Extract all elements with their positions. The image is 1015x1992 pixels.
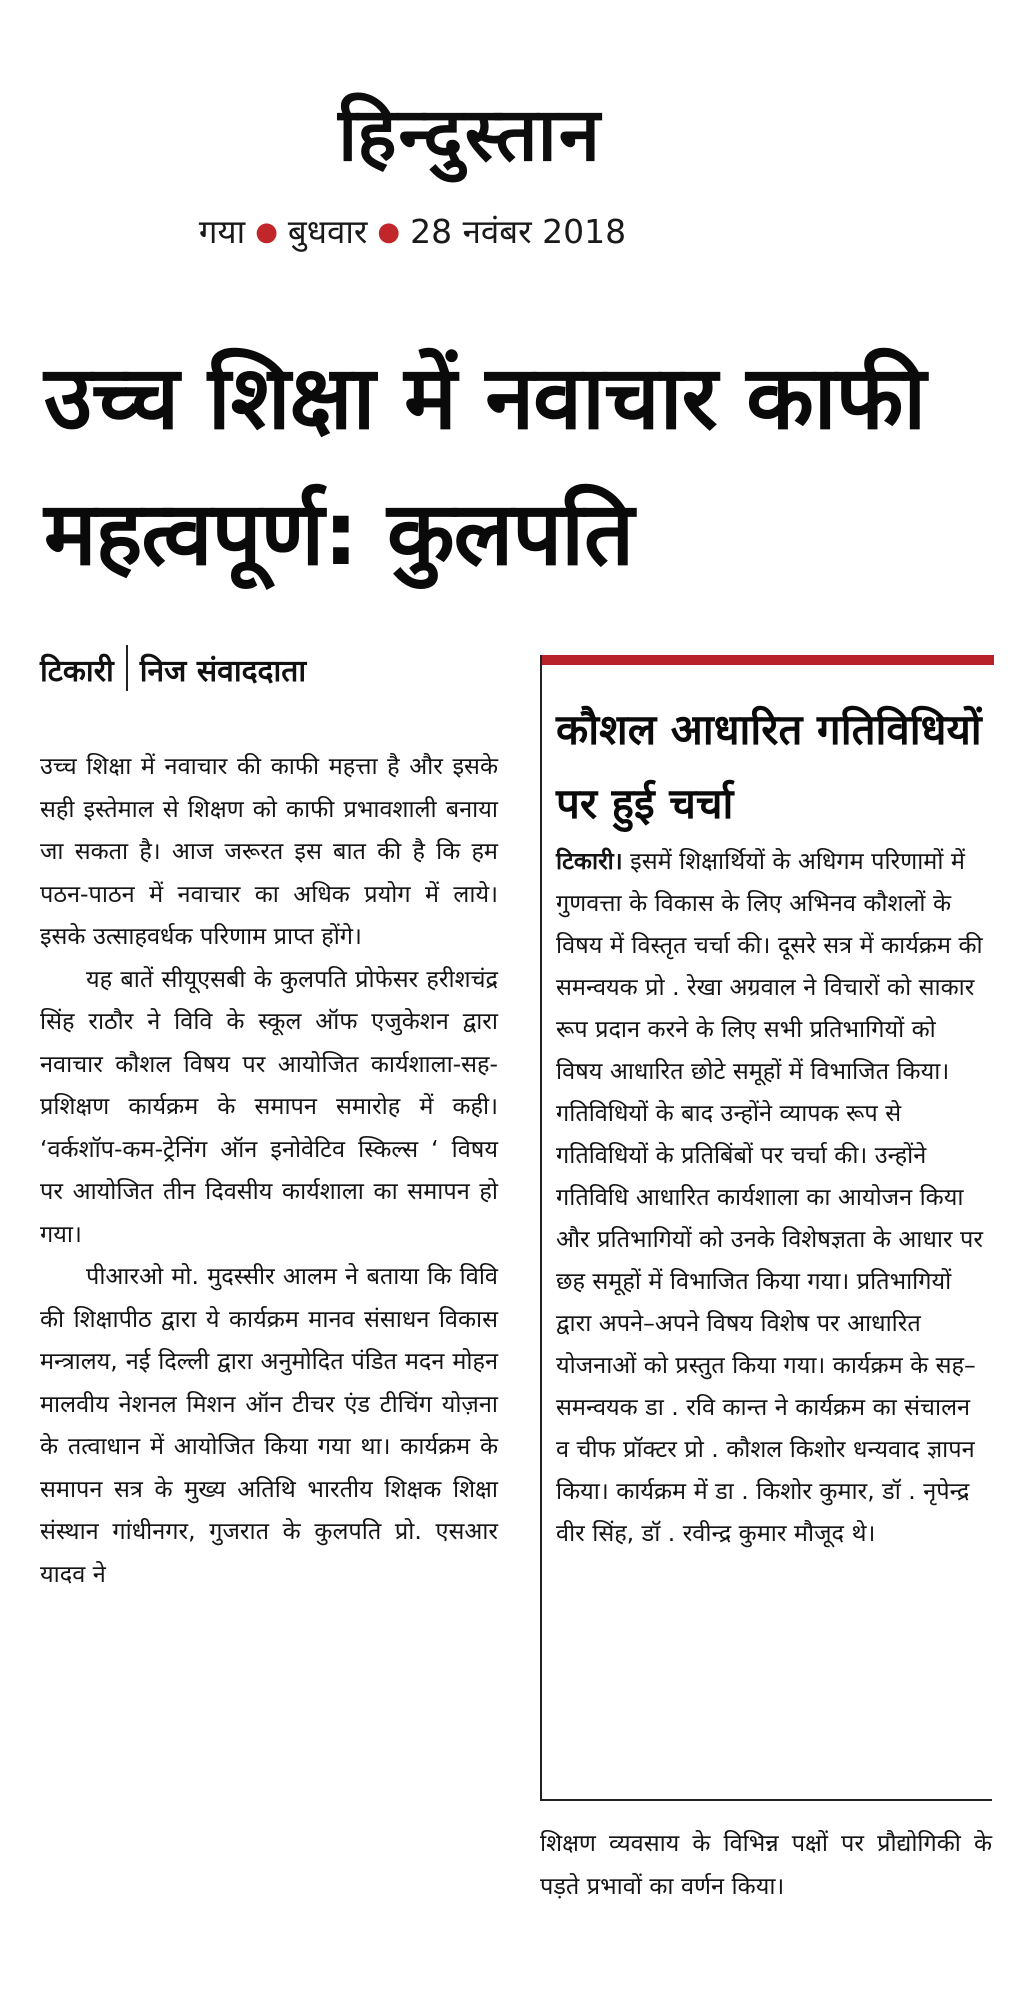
sidebar-text: इसमें शिक्षार्थियों के अधिगम परिणामों में गुणवत्ता के विकास के लिए अभिनव कौशलों के विषय में विस्तृत चर्चा की। दूसरे सत्र में कार्यक्रम की समन्वयक प्रो . रेखा अग्रवाल ने विचारों को साकार रूप प्रदान करने के लिए सभी प्रतिभागियों को विषय आधारित छोटे समूहों में विभाजित किया। गतिविधियों के बाद उन्होंने व्यापक रूप से गतिविधियों के प्रतिबिंबों पर चर्चा की। उन्होंने गतिविधि आधारित कार्यशाला का आयोजन किया और प्रतिभागियों को उनके विशेषज्ञता के आधार पर छह समूहों में विभाजित किया गया। प्रतिभागियों द्वारा अपने–अपने विषय विशेष पर आधारित योजनाओं को प्रस्तुत किया गया। कार्यक्रम के सह– समन्वयक डा . रवि कान्त ने कार्यक्रम का संचालन व चीफ प्रॉक्टर प्रो . कौशल किशोर धन्यवाद ज्ञापन किया। कार्यक्रम में डा . किशोर कुमार, डॉ . नृपेन्द्र वीर सिंह, डॉ . रवीन्द्र कुमार मौजूद थे। [556, 847, 983, 1547]
byline [40, 645, 500, 692]
byline-place: टिकारी [40, 654, 114, 689]
sidebar-box [540, 655, 992, 1801]
newspaper-masthead: हिन्दुस्तान [338, 92, 602, 178]
dateline-date: 28 नवंबर 2018 [410, 212, 627, 251]
sidebar-heading: कौशल आधारित गतिविधियों पर हुई चर्चा [556, 705, 982, 828]
article-paragraph: पीआरओ मो. मुदस्सीर आलम ने बताया कि विवि की शिक्षापीठ द्वारा ये कार्यक्रम मानव संसाधन विकास मन्त्रालय, नई दिल्ली द्वारा अनुमोदित पंडित मदन मोहन मालवीय नेशनल मिशन ऑन टीचर एंड टीचिंग योज़ना के तत्वाधान में आयोजित किया गया था। कार्यक्रम के समापन सत्र के मुख्य अतिथि भारतीय शिक्षक शिक्षा संस्थान गांधीनगर, गुजरात के कुलपति प्रो. एसआर यादव ने [40, 1262, 498, 1588]
dateline-day: बुधवार [287, 212, 368, 251]
dateline-city: गया [198, 212, 246, 251]
article-body [40, 745, 498, 1595]
article-continuation: शिक्षण व्यवसाय के विभिन्न पक्षों पर प्रौद्योगिकी के पड़ते प्रभावों का वर्णन किया। [540, 1829, 992, 1900]
article-headline: उच्च शिक्षा में नवाचार काफी महत्वपूर्ण: कुलपति [44, 346, 926, 585]
sidebar-place: टिकारी। [556, 847, 623, 875]
dateline [0, 210, 825, 254]
byline-divider [126, 645, 128, 691]
sidebar-accent-bar [542, 655, 994, 665]
byline-author: निज संवाददाता [139, 654, 307, 689]
article-paragraph: उच्च शिक्षा में नवाचार की काफी महत्ता है और इसके सही इस्तेमाल से शिक्षण को काफी प्रभावशाली बनाया जा सकता है। आज जरूरत इस बात की है कि हम पठन-पाठन में नवाचार का अधिक प्रयोग में लाये। इसके उत्साहवर्धक परिणाम प्राप्त होंगे। [40, 752, 498, 950]
sidebar-body [556, 840, 986, 1554]
bullet-dot-icon: ● [377, 217, 401, 247]
bullet-dot-icon: ● [255, 217, 278, 247]
article-paragraph: यह बातें सीयूएसबी के कुलपति प्रोफेसर हरीशचंद्र सिंह राठौर ने विवि के स्कूल ऑफ एजुकेशन द्वारा नवाचार कौशल विषय पर आयोजित कार्यशाला-सह-प्रशिक्षण कार्यक्रम के समापन समारोह में कही। ‘वर्कशॉप-कम-ट्रेनिंग ऑन इनोवेटिव स्किल्स ‘ विषय पर आयोजित तीन दिवसीय कार्यशाला का समापन हो गया। [40, 964, 498, 1248]
